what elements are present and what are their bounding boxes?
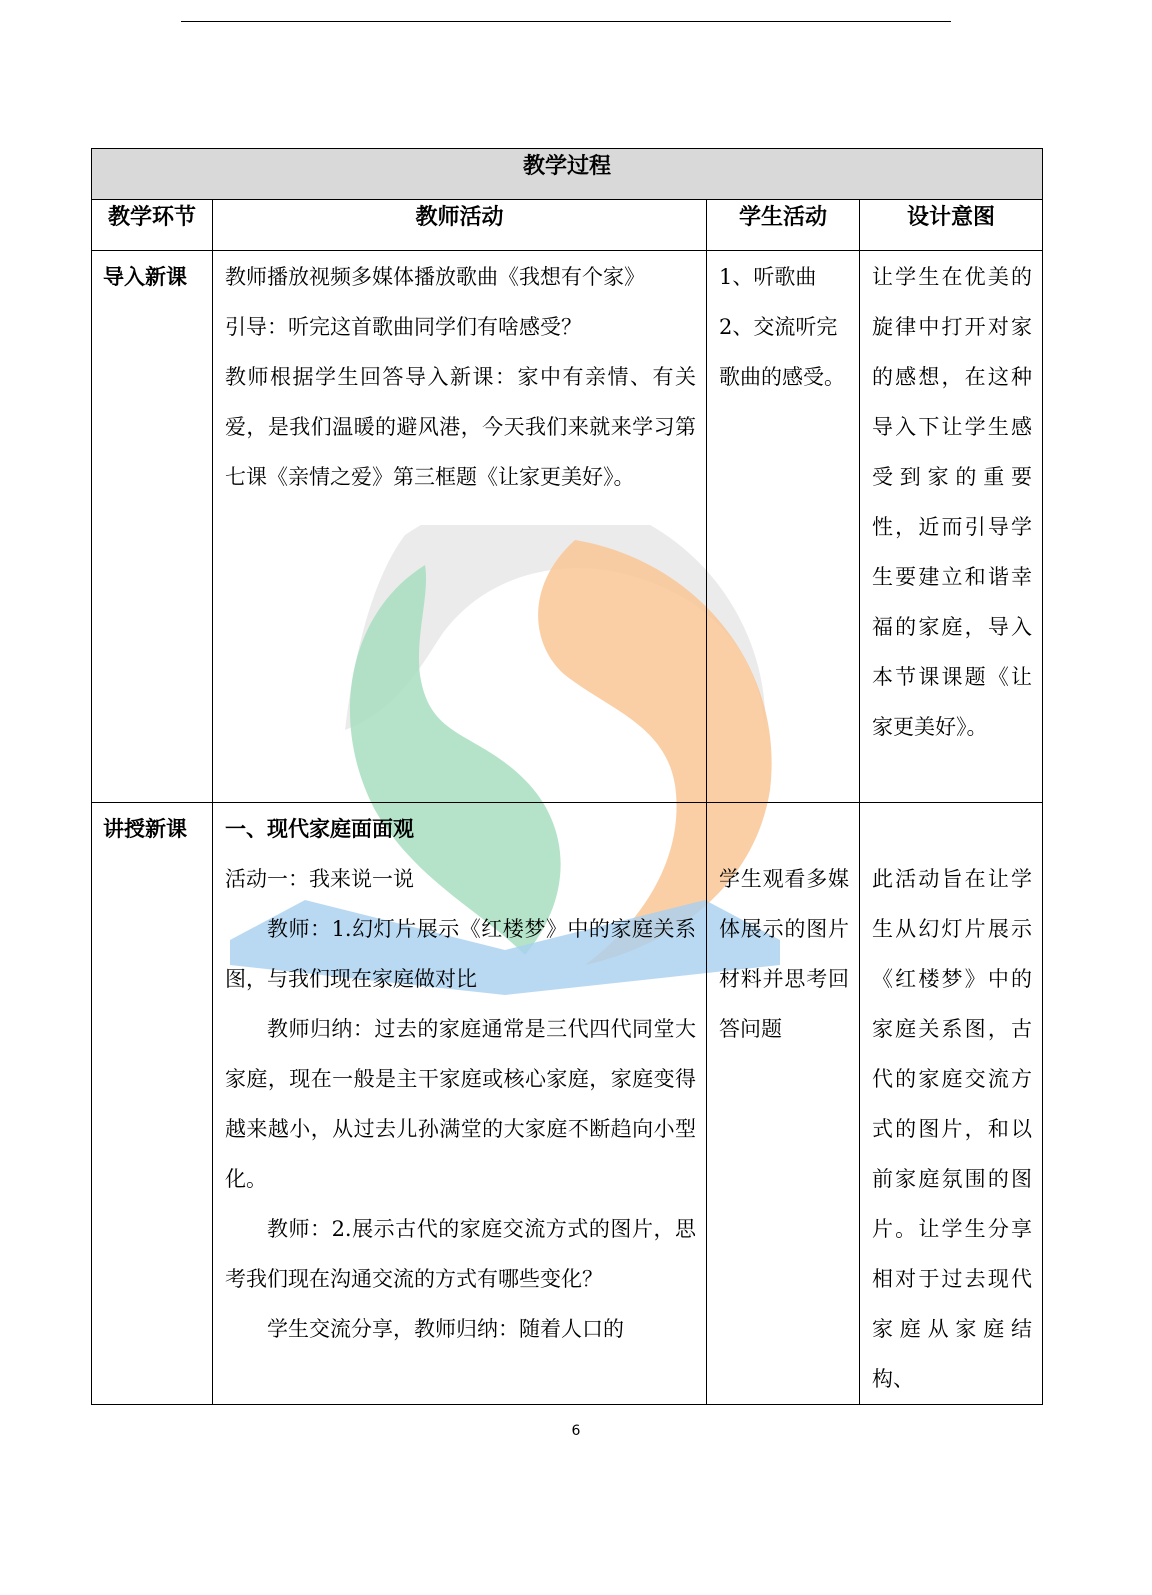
header-stage: 教学环节	[92, 200, 213, 251]
table-title: 教学过程	[92, 149, 1043, 200]
header-design-intent: 设计意图	[860, 200, 1043, 251]
teacher-line: 教师归纳：过去的家庭通常是三代四代同堂大家庭，现在一般是主干家庭或核心家庭，家庭变得越来越小，从过去儿孙满堂的大家庭不断趋向小型化。	[225, 1017, 696, 1191]
student-line: 2、交流听完歌曲的感受。	[719, 315, 845, 389]
table-row	[92, 251, 1043, 803]
teacher-line: 教师：2.展示古代的家庭交流方式的图片，思考我们现在沟通交流的方式有哪些变化？	[225, 1217, 696, 1291]
teacher-line: 教师播放视频多媒体播放歌曲《我想有个家》	[225, 265, 645, 289]
teacher-line: 教师：1.幻灯片展示《红楼梦》中的家庭关系图，与我们现在家庭做对比	[225, 917, 696, 991]
table-row	[92, 803, 1043, 1405]
header-rule	[181, 21, 951, 22]
teacher-line: 活动一：我来说一说	[225, 867, 414, 891]
teacher-line: 教师根据学生回答导入新课：家中有亲情、有关爱，是我们温暖的避风港，今天我们来就来学习第七课《亲情之爱》第三框题《让家更美好》。	[225, 365, 696, 489]
page-number: 6	[571, 1423, 581, 1439]
design-intent-intro: 让学生在优美的旋律中打开对家的感想，在这种导入下让学生感受到家的重要性，近而引导学生要建立和谐幸福的家庭，导入本节课课题《让家更美好》。	[860, 251, 1043, 803]
stage-new-lesson: 讲授新课	[92, 803, 213, 1405]
teacher-line: 引导：听完这首歌曲同学们有啥感受？	[225, 315, 582, 339]
student-activity-new-lesson: 学生观看多媒体展示的图片材料并思考回答问题	[707, 803, 860, 1405]
header-student-activity: 学生活动	[707, 200, 860, 251]
student-line: 1、听歌曲	[719, 265, 817, 289]
teacher-line: 学生交流分享，教师归纳：随着人口的	[267, 1317, 624, 1341]
header-teacher-activity: 教师活动	[213, 200, 707, 251]
teacher-activity-new-lesson	[213, 803, 707, 1405]
teaching-process-table	[91, 148, 1043, 1405]
student-activity-intro	[707, 251, 860, 803]
section-heading: 一、现代家庭面面观	[225, 817, 414, 841]
teacher-activity-intro	[213, 251, 707, 803]
stage-intro: 导入新课	[92, 251, 213, 803]
design-intent-new-lesson: 此活动旨在让学生从幻灯片展示《红楼梦》中的家庭关系图，古代的家庭交流方式的图片，和以前家庭氛围的图片。让学生分享相对于过去现代家庭从家庭结构、	[860, 803, 1043, 1405]
